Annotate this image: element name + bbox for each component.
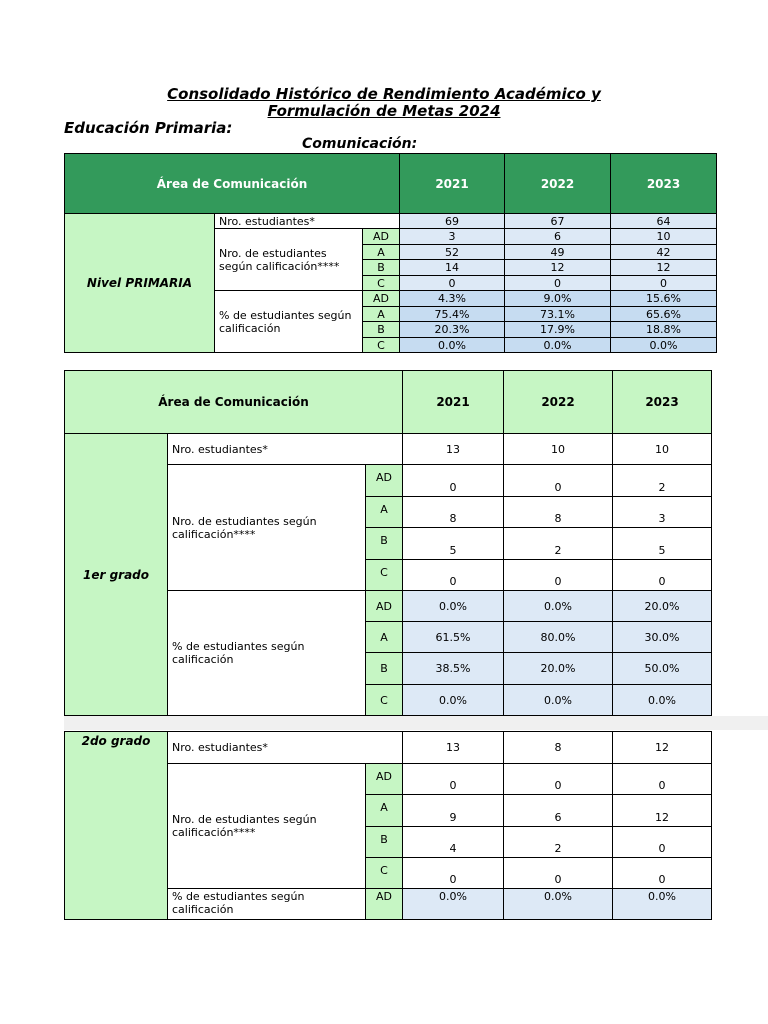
level-label: 1er grado	[65, 434, 168, 716]
year-header: 2021	[403, 371, 504, 434]
year-header: 2023	[611, 154, 717, 214]
year-header: 2021	[400, 154, 505, 214]
count-cell: 4	[403, 827, 504, 858]
grade-label: B	[366, 827, 403, 858]
pct-cell: 20.0%	[613, 591, 712, 622]
pct-cell: 30.0%	[613, 622, 712, 653]
grade-label: A	[366, 497, 403, 528]
count-cell: 6	[505, 229, 611, 245]
count-cell: 2	[504, 827, 613, 858]
pct-cell: 0.0%	[403, 591, 504, 622]
doc-title-line1: Consolidado Histórico de Rendimiento Académico y	[167, 85, 601, 103]
pct-label: % de estudiantes según calificación	[168, 889, 366, 920]
area-header: Área de Comunicación	[65, 154, 400, 214]
grade-label: B	[363, 322, 400, 338]
count-cell: 52	[400, 245, 505, 260]
pct-cell: 0.0%	[504, 889, 613, 920]
students-cell: 10	[504, 434, 613, 465]
pct-cell: 0.0%	[613, 685, 712, 716]
doc-title-line2: Formulación de Metas 2024	[267, 102, 501, 120]
students-cell: 69	[400, 214, 505, 229]
grade-label: AD	[366, 889, 403, 920]
count-cell: 0	[400, 276, 505, 291]
pct-cell: 0.0%	[403, 685, 504, 716]
year-header: 2022	[505, 154, 611, 214]
count-label: Nro. de estudiantes según calificación****	[168, 764, 366, 889]
subsection-heading: Comunicación:	[302, 136, 418, 152]
pct-cell: 80.0%	[504, 622, 613, 653]
students-label: Nro. estudiantes*	[168, 434, 403, 465]
grade-label: C	[363, 276, 400, 291]
pct-cell: 17.9%	[505, 322, 611, 338]
grade-label: AD	[363, 291, 400, 307]
pct-cell: 65.6%	[611, 307, 717, 322]
pct-cell: 20.3%	[400, 322, 505, 338]
pct-cell: 0.0%	[504, 685, 613, 716]
count-label: Nro. de estudiantes según calificación****	[215, 229, 363, 291]
count-cell: 3	[400, 229, 505, 245]
count-cell: 0	[611, 276, 717, 291]
count-cell: 12	[613, 795, 712, 827]
count-cell: 8	[504, 497, 613, 528]
count-cell: 0	[504, 764, 613, 795]
count-cell: 0	[613, 560, 712, 591]
grade-label: B	[366, 528, 403, 560]
pct-cell: 0.0%	[400, 338, 505, 353]
students-cell: 64	[611, 214, 717, 229]
count-cell: 42	[611, 245, 717, 260]
students-cell: 13	[403, 434, 504, 465]
pct-cell: 0.0%	[505, 338, 611, 353]
count-cell: 5	[403, 528, 504, 560]
table-2do-grado	[64, 731, 712, 920]
grade-label: C	[366, 560, 403, 591]
count-cell: 0	[504, 858, 613, 889]
count-cell: 0	[504, 465, 613, 497]
count-cell: 0	[613, 858, 712, 889]
count-cell: 3	[613, 497, 712, 528]
section-divider	[64, 716, 768, 730]
grade-label: AD	[363, 229, 400, 245]
section-heading: Educación Primaria:	[64, 119, 233, 137]
count-cell: 0	[403, 465, 504, 497]
table-1er-grado	[64, 370, 712, 716]
pct-cell: 50.0%	[613, 653, 712, 685]
grade-label: AD	[366, 591, 403, 622]
count-label: Nro. de estudiantes según calificación****	[168, 465, 366, 591]
grade-label: C	[366, 685, 403, 716]
pct-cell: 38.5%	[403, 653, 504, 685]
pct-cell: 61.5%	[403, 622, 504, 653]
count-cell: 9	[403, 795, 504, 827]
count-cell: 0	[613, 827, 712, 858]
count-cell: 49	[505, 245, 611, 260]
count-cell: 2	[504, 528, 613, 560]
count-cell: 0	[505, 276, 611, 291]
count-cell: 0	[613, 764, 712, 795]
pct-cell: 0.0%	[611, 338, 717, 353]
level-label: Nivel PRIMARIA	[65, 214, 215, 353]
count-cell: 5	[613, 528, 712, 560]
table-nivel-primaria	[64, 153, 717, 353]
count-cell: 6	[504, 795, 613, 827]
count-cell: 0	[403, 764, 504, 795]
count-cell: 0	[504, 560, 613, 591]
count-cell: 2	[613, 465, 712, 497]
pct-cell: 0.0%	[613, 889, 712, 920]
pct-label: % de estudiantes según calificación	[215, 291, 363, 353]
students-cell: 67	[505, 214, 611, 229]
pct-cell: 75.4%	[400, 307, 505, 322]
pct-cell: 0.0%	[403, 889, 504, 920]
students-cell: 13	[403, 732, 504, 764]
grade-label: A	[363, 245, 400, 260]
grade-label: AD	[366, 465, 403, 497]
pct-label: % de estudiantes según calificación	[168, 591, 366, 716]
grade-label: B	[366, 653, 403, 685]
pct-cell: 73.1%	[505, 307, 611, 322]
pct-cell: 18.8%	[611, 322, 717, 338]
pct-cell: 0.0%	[504, 591, 613, 622]
count-cell: 0	[403, 858, 504, 889]
area-header: Área de Comunicación	[65, 371, 403, 434]
students-cell: 8	[504, 732, 613, 764]
year-header: 2022	[504, 371, 613, 434]
count-cell: 14	[400, 260, 505, 276]
pct-cell: 9.0%	[505, 291, 611, 307]
count-cell: 0	[403, 560, 504, 591]
pct-cell: 4.3%	[400, 291, 505, 307]
pct-cell: 20.0%	[504, 653, 613, 685]
grade-label: C	[366, 858, 403, 889]
students-label: Nro. estudiantes*	[168, 732, 403, 764]
grade-label: B	[363, 260, 400, 276]
grade-label: C	[363, 338, 400, 353]
count-cell: 12	[505, 260, 611, 276]
year-header: 2023	[613, 371, 712, 434]
count-cell: 10	[611, 229, 717, 245]
pct-cell: 15.6%	[611, 291, 717, 307]
students-cell: 12	[613, 732, 712, 764]
grade-label: A	[366, 795, 403, 827]
students-label: Nro. estudiantes*	[215, 214, 400, 229]
level-label: 2do grado	[65, 732, 168, 920]
count-cell: 8	[403, 497, 504, 528]
grade-label: A	[363, 307, 400, 322]
grade-label: A	[366, 622, 403, 653]
students-cell: 10	[613, 434, 712, 465]
count-cell: 12	[611, 260, 717, 276]
grade-label: AD	[366, 764, 403, 795]
